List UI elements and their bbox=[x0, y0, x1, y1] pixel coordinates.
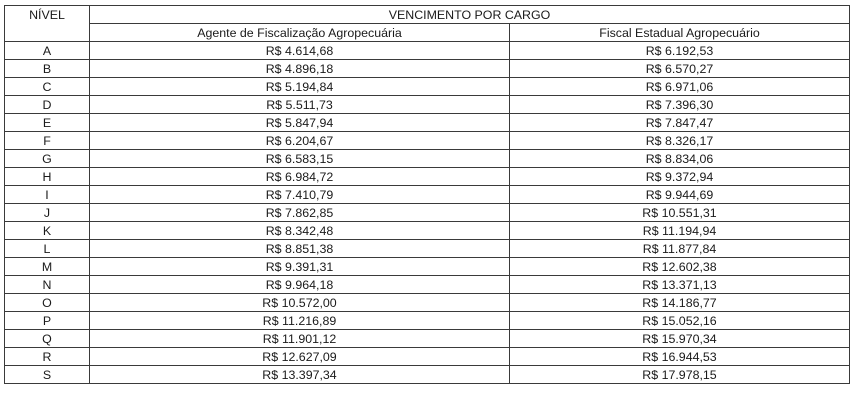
cell-agente: R$ 13.397,34 bbox=[90, 366, 510, 384]
table-row bbox=[5, 258, 850, 276]
table-row bbox=[5, 330, 850, 348]
cell-fiscal: R$ 6.570,27 bbox=[510, 60, 850, 78]
salary-table bbox=[4, 5, 850, 384]
table-row bbox=[5, 240, 850, 258]
cell-agente: R$ 8.851,38 bbox=[90, 240, 510, 258]
cell-fiscal: R$ 14.186,77 bbox=[510, 294, 850, 312]
cell-agente: R$ 12.627,09 bbox=[90, 348, 510, 366]
cell-fiscal: R$ 11.194,94 bbox=[510, 222, 850, 240]
header-nivel: NÍVEL bbox=[5, 6, 90, 42]
table-row bbox=[5, 132, 850, 150]
cell-agente: R$ 11.216,89 bbox=[90, 312, 510, 330]
table-row bbox=[5, 78, 850, 96]
cell-fiscal: R$ 12.602,38 bbox=[510, 258, 850, 276]
cell-nivel: B bbox=[5, 60, 90, 78]
table-row bbox=[5, 312, 850, 330]
cell-nivel: J bbox=[5, 204, 90, 222]
cell-agente: R$ 4.614,68 bbox=[90, 42, 510, 60]
cell-fiscal: R$ 8.834,06 bbox=[510, 150, 850, 168]
table-row bbox=[5, 222, 850, 240]
header-vencimento-group: VENCIMENTO POR CARGO bbox=[90, 6, 850, 24]
cell-nivel: O bbox=[5, 294, 90, 312]
cell-nivel: K bbox=[5, 222, 90, 240]
cell-nivel: S bbox=[5, 366, 90, 384]
cell-fiscal: R$ 9.944,69 bbox=[510, 186, 850, 204]
cell-agente: R$ 5.847,94 bbox=[90, 114, 510, 132]
table-body bbox=[5, 42, 850, 384]
cell-fiscal: R$ 6.971,06 bbox=[510, 78, 850, 96]
cell-nivel: N bbox=[5, 276, 90, 294]
cell-fiscal: R$ 10.551,31 bbox=[510, 204, 850, 222]
cell-agente: R$ 5.194,84 bbox=[90, 78, 510, 96]
cell-agente: R$ 10.572,00 bbox=[90, 294, 510, 312]
header-agente: Agente de Fiscalização Agropecuária bbox=[90, 24, 510, 42]
table-row bbox=[5, 276, 850, 294]
table-row bbox=[5, 168, 850, 186]
cell-agente: R$ 9.391,31 bbox=[90, 258, 510, 276]
cell-nivel: P bbox=[5, 312, 90, 330]
cell-fiscal: R$ 15.970,34 bbox=[510, 330, 850, 348]
cell-nivel: C bbox=[5, 78, 90, 96]
cell-agente: R$ 7.410,79 bbox=[90, 186, 510, 204]
cell-agente: R$ 6.583,15 bbox=[90, 150, 510, 168]
cell-agente: R$ 4.896,18 bbox=[90, 60, 510, 78]
cell-nivel: R bbox=[5, 348, 90, 366]
table-row bbox=[5, 150, 850, 168]
table-row bbox=[5, 294, 850, 312]
cell-fiscal: R$ 8.326,17 bbox=[510, 132, 850, 150]
table-row bbox=[5, 114, 850, 132]
table-row bbox=[5, 186, 850, 204]
cell-nivel: I bbox=[5, 186, 90, 204]
cell-nivel: F bbox=[5, 132, 90, 150]
table-row bbox=[5, 204, 850, 222]
cell-fiscal: R$ 15.052,16 bbox=[510, 312, 850, 330]
header-row-top bbox=[5, 6, 850, 24]
cell-nivel: H bbox=[5, 168, 90, 186]
cell-nivel: G bbox=[5, 150, 90, 168]
cell-agente: R$ 9.964,18 bbox=[90, 276, 510, 294]
table-row bbox=[5, 60, 850, 78]
header-row-sub bbox=[5, 24, 850, 42]
cell-fiscal: R$ 7.847,47 bbox=[510, 114, 850, 132]
cell-fiscal: R$ 13.371,13 bbox=[510, 276, 850, 294]
table-row bbox=[5, 96, 850, 114]
cell-nivel: L bbox=[5, 240, 90, 258]
header-fiscal: Fiscal Estadual Agropecuário bbox=[510, 24, 850, 42]
salary-table-container bbox=[4, 5, 849, 384]
cell-nivel: M bbox=[5, 258, 90, 276]
cell-nivel: E bbox=[5, 114, 90, 132]
cell-fiscal: R$ 6.192,53 bbox=[510, 42, 850, 60]
table-row bbox=[5, 366, 850, 384]
cell-nivel: A bbox=[5, 42, 90, 60]
cell-agente: R$ 6.984,72 bbox=[90, 168, 510, 186]
cell-fiscal: R$ 11.877,84 bbox=[510, 240, 850, 258]
cell-agente: R$ 6.204,67 bbox=[90, 132, 510, 150]
cell-agente: R$ 7.862,85 bbox=[90, 204, 510, 222]
table-row bbox=[5, 42, 850, 60]
cell-fiscal: R$ 9.372,94 bbox=[510, 168, 850, 186]
cell-agente: R$ 11.901,12 bbox=[90, 330, 510, 348]
cell-agente: R$ 5.511,73 bbox=[90, 96, 510, 114]
table-row bbox=[5, 348, 850, 366]
cell-agente: R$ 8.342,48 bbox=[90, 222, 510, 240]
cell-nivel: D bbox=[5, 96, 90, 114]
cell-fiscal: R$ 16.944,53 bbox=[510, 348, 850, 366]
cell-nivel: Q bbox=[5, 330, 90, 348]
cell-fiscal: R$ 7.396,30 bbox=[510, 96, 850, 114]
cell-fiscal: R$ 17.978,15 bbox=[510, 366, 850, 384]
